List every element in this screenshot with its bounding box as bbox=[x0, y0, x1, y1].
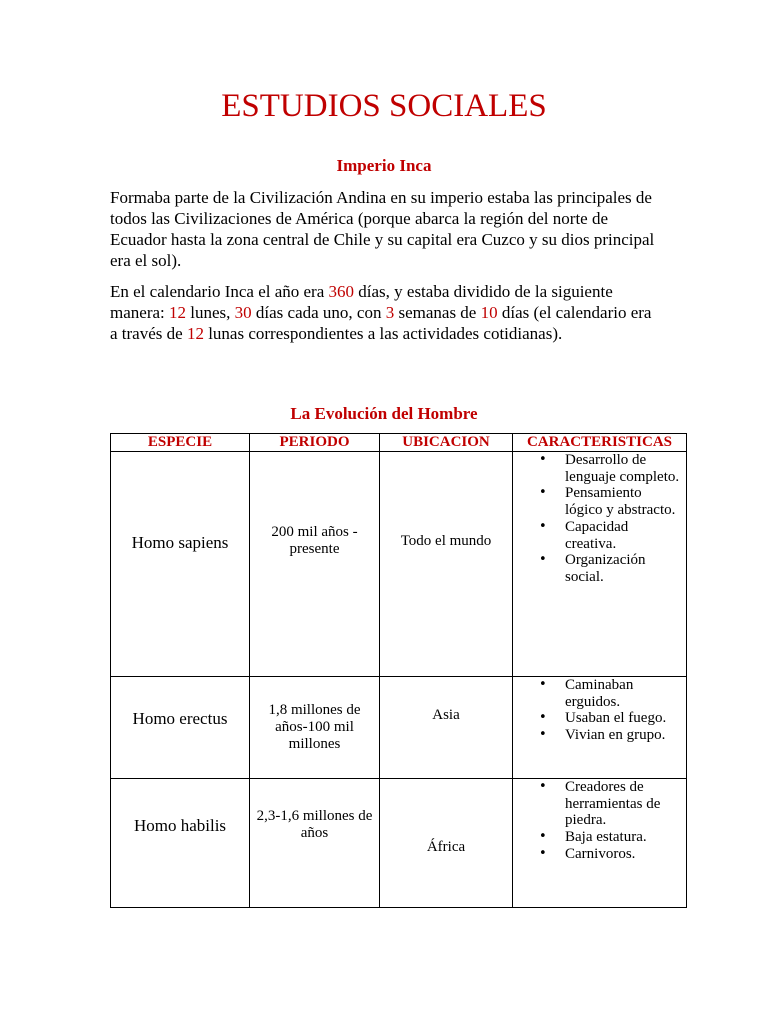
calendar-number: 10 bbox=[480, 303, 498, 322]
calendar-text: días cada uno, con bbox=[251, 303, 386, 322]
trait-item: • Pensamiento lógico y abstracto. bbox=[513, 485, 686, 518]
paragraph-inca-calendar bbox=[110, 281, 658, 344]
location-cell: África bbox=[380, 779, 513, 908]
calendar-number: 12 bbox=[169, 303, 186, 322]
calendar-text: semanas de bbox=[394, 303, 481, 322]
traits-list bbox=[513, 452, 686, 586]
calendar-text: lunes, bbox=[186, 303, 235, 322]
trait-item: • Caminaban erguidos. bbox=[513, 677, 686, 710]
traits-cell bbox=[513, 452, 687, 677]
traits-cell bbox=[513, 779, 687, 908]
period-cell: 2,3-1,6 millones de años bbox=[250, 779, 380, 908]
table-title: La Evolución del Hombre bbox=[290, 404, 478, 423]
table-header-row bbox=[111, 434, 687, 452]
period-cell: 1,8 millones de años-100 mil millones bbox=[250, 677, 380, 779]
species-cell: Homo sapiens bbox=[111, 452, 250, 677]
location-cell: Asia bbox=[380, 677, 513, 779]
species-cell: Homo erectus bbox=[111, 677, 250, 779]
calendar-number: 12 bbox=[186, 324, 204, 343]
calendar-text: días, y estaba dividido de la siguiente manera: bbox=[110, 282, 613, 322]
table-row bbox=[111, 779, 687, 908]
period-cell: 200 mil años - presente bbox=[250, 452, 380, 677]
paragraph-inca-intro: Formaba parte de la Civilización Andina en su imperio estaba las principales de todos las Civilizaciones de América (porque abarca la región del norte de Ecuador hasta la zona central de Chile y su capital era Cuzco y su dios principal era el sol). bbox=[110, 188, 655, 270]
trait-item: • Baja estatura. bbox=[513, 829, 686, 846]
header-ubicacion: UBICACION bbox=[380, 434, 513, 452]
header-especie: ESPECIE bbox=[111, 434, 250, 452]
trait-item: • Desarrollo de lenguaje completo. bbox=[513, 452, 686, 485]
calendar-text: En el calendario Inca el año era bbox=[110, 282, 329, 301]
section-title: Imperio Inca bbox=[336, 156, 432, 175]
location-cell: Todo el mundo bbox=[380, 452, 513, 677]
trait-item: • Capacidad creativa. bbox=[513, 519, 686, 552]
trait-item: • Carnivoros. bbox=[513, 846, 686, 863]
species-cell: Homo habilis bbox=[111, 779, 250, 908]
calendar-number: 360 bbox=[328, 282, 355, 301]
traits-cell bbox=[513, 677, 687, 779]
trait-item: • Vivian en grupo. bbox=[513, 727, 686, 744]
evolution-table bbox=[110, 433, 687, 908]
document-title: ESTUDIOS SOCIALES bbox=[221, 88, 547, 124]
header-caracteristicas: CARACTERISTICAS bbox=[513, 434, 687, 452]
traits-list bbox=[513, 779, 686, 863]
trait-item: • Usaban el fuego. bbox=[513, 710, 686, 727]
calendar-number: 30 bbox=[234, 303, 252, 322]
calendar-text: días (el calendario era a través de bbox=[110, 303, 652, 343]
header-periodo: PERIODO bbox=[250, 434, 380, 452]
table-row bbox=[111, 452, 687, 677]
traits-list bbox=[513, 677, 686, 744]
calendar-number: 3 bbox=[385, 303, 395, 322]
table-row bbox=[111, 677, 687, 779]
calendar-text: lunas correspondientes a las actividades cotidianas). bbox=[203, 324, 563, 343]
trait-item: • Organización social. bbox=[513, 552, 686, 585]
trait-item: • Creadores de herramientas de piedra. bbox=[513, 779, 686, 829]
